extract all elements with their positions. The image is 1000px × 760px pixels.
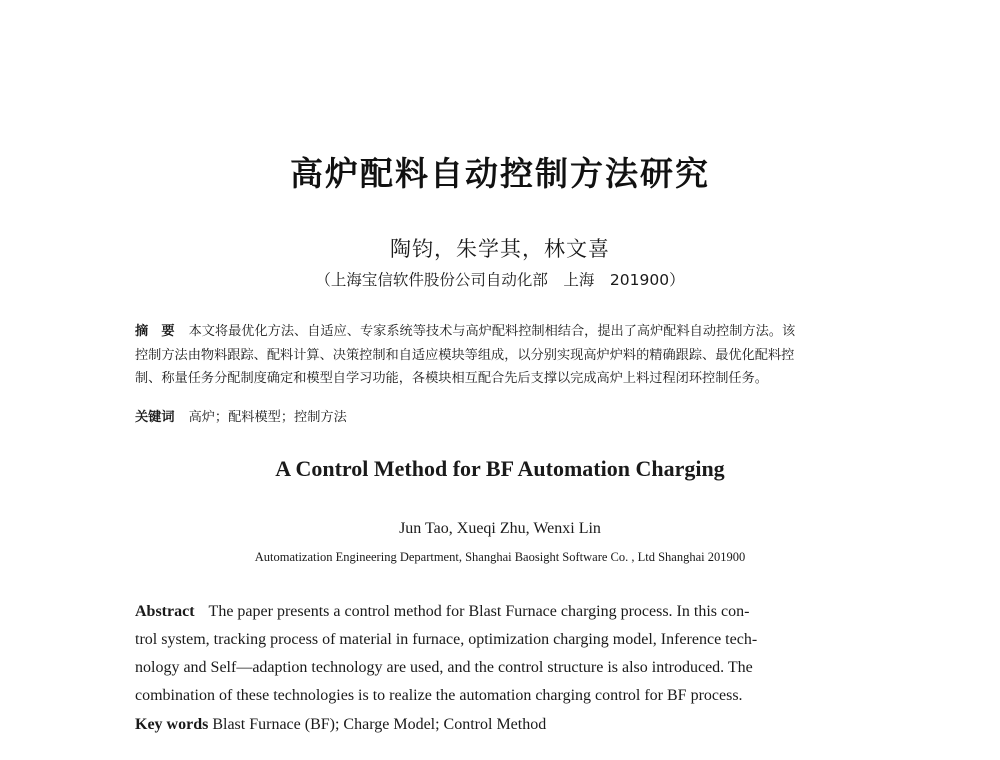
english-abstract-line: combination of these technologies is to realize the automation charging control for BF process. — [135, 687, 743, 704]
english-abstract — [135, 598, 875, 710]
chinese-abstract-line: 制、称量任务分配制度确定和模型自学习功能，各模块相互配合先后支撑以完成高炉上料过程闭环控制任务。 — [135, 371, 768, 386]
chinese-affiliation: （上海宝信软件股份公司自动化部 上海 201900） — [315, 271, 685, 289]
english-authors: Jun Tao, Xueqi Zhu, Wenxi Lin — [399, 520, 601, 537]
chinese-abstract-line — [135, 320, 875, 344]
chinese-abstract-text: 本文将最优化方法、自适应、专家系统等技术与高炉配料控制相结合，提出了高炉配料自动控制方法。该 — [188, 324, 796, 339]
chinese-abstract-line: 控制方法由物料跟踪、配料计算、决策控制和自适应模块等组成，以分别实现高炉炉料的精确跟踪、最优化配料控 — [135, 347, 795, 363]
english-keywords-label: Key words — [135, 716, 209, 733]
english-abstract-text: The paper presents a control method for Blast Furnace charging process. In this con- — [208, 603, 750, 620]
english-keywords — [135, 716, 875, 734]
chinese-keywords — [135, 406, 875, 425]
chinese-title: 高炉配料自动控制方法研究 — [290, 154, 710, 193]
english-keywords-text: Blast Furnace (BF); Charge Model; Control Method — [212, 716, 547, 733]
english-abstract-line: trol system, tracking process of material in furnace, optimization charging model, Inference tech- — [135, 631, 758, 648]
english-affiliation: Automatization Engineering Department, Shanghai Baosight Software Co. , Ltd Shanghai 201900 — [254, 550, 746, 564]
chinese-authors: 陶钧，朱学其，林文喜 — [390, 237, 610, 261]
chinese-abstract-label: 摘 要 — [135, 324, 175, 339]
english-abstract-label: Abstract — [135, 603, 195, 620]
chinese-keywords-text: 高炉；配料模型；控制方法 — [188, 410, 347, 425]
english-title: A Control Method for BF Automation Charging — [275, 456, 725, 481]
english-abstract-line — [135, 598, 875, 626]
english-abstract-line: nology and Self—adaption technology are used, and the control structure is also introduced. The — [135, 659, 753, 676]
chinese-abstract — [135, 320, 875, 391]
chinese-keywords-label: 关键词 — [135, 410, 175, 425]
